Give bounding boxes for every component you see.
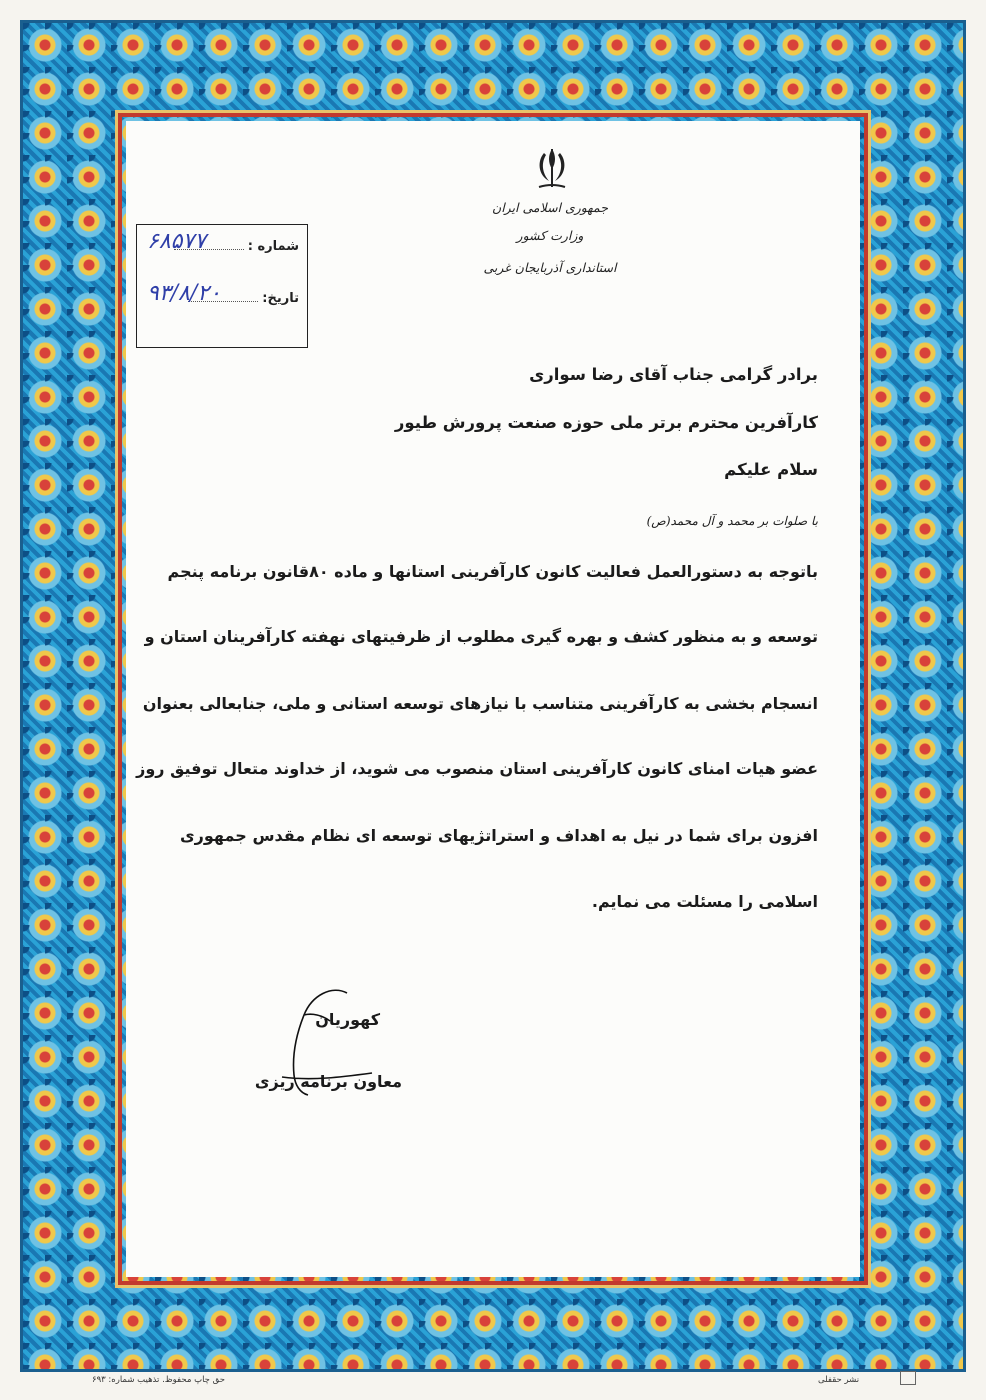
iran-emblem-icon xyxy=(527,145,577,193)
header-line-country: جمهوری اسلامی ایران xyxy=(492,200,608,215)
header-line-governorate: استانداری آذربایجان غربی xyxy=(483,260,617,275)
signatory-title: معاون برنامه ریزی xyxy=(254,1072,402,1091)
body-line-3: انسجام بخشی به کارآفرینی متناسب با نیازهای توسعه استانی و ملی، جنابعالی بعنوان xyxy=(142,694,818,713)
reference-number-label: شماره : xyxy=(247,239,299,254)
reference-date-value: ۹۳/۸/۲۰ xyxy=(147,281,221,306)
publisher-logo-icon xyxy=(900,1371,916,1385)
body-line-4: عضو هیات امنای کانون کارآفرینی استان منصوب می شوید، از خداوند متعال توفیق روز xyxy=(136,759,818,778)
body-line-5: افزون برای شما در نیل به اهداف و استراتژیهای توسعه ای نظام مقدس جمهوری xyxy=(180,826,818,845)
salawat-line: با صلوات بر محمد و آل محمد(ص) xyxy=(646,514,818,528)
header-line-ministry: وزارت کشور xyxy=(516,228,584,243)
footer-copyright: حق چاپ محفوظ. تذهیب شماره: ۶۹۳ xyxy=(92,1375,225,1385)
reference-box xyxy=(136,224,308,348)
signatory-name: کهوریان xyxy=(315,1010,380,1029)
greeting: سلام علیکم xyxy=(724,460,818,479)
body-line-6: اسلامی را مسئلت می نمایم. xyxy=(591,892,818,911)
reference-number-value: ۶۸۵۷۷ xyxy=(147,229,207,254)
body-line-2: توسعه و به منظور کشف و بهره گیری مطلوب از ظرفیتهای نهفته کارآفرینان استان و xyxy=(144,627,818,646)
salutation-recipient: برادر گرامی جناب آقای رضا سواری xyxy=(529,365,818,384)
salutation-title: کارآفرین محترم برتر ملی حوزه صنعت پرورش طیور xyxy=(394,413,818,432)
reference-date-label: تاریخ: xyxy=(262,291,299,306)
handwritten-signature xyxy=(252,985,392,1105)
body-line-1: باتوجه به دستورالعمل فعالیت کانون کارآفرینی استانها و ماده ۸۰قانون برنامه پنجم xyxy=(167,562,818,581)
footer-publisher: نشر حقفلی xyxy=(818,1375,860,1385)
